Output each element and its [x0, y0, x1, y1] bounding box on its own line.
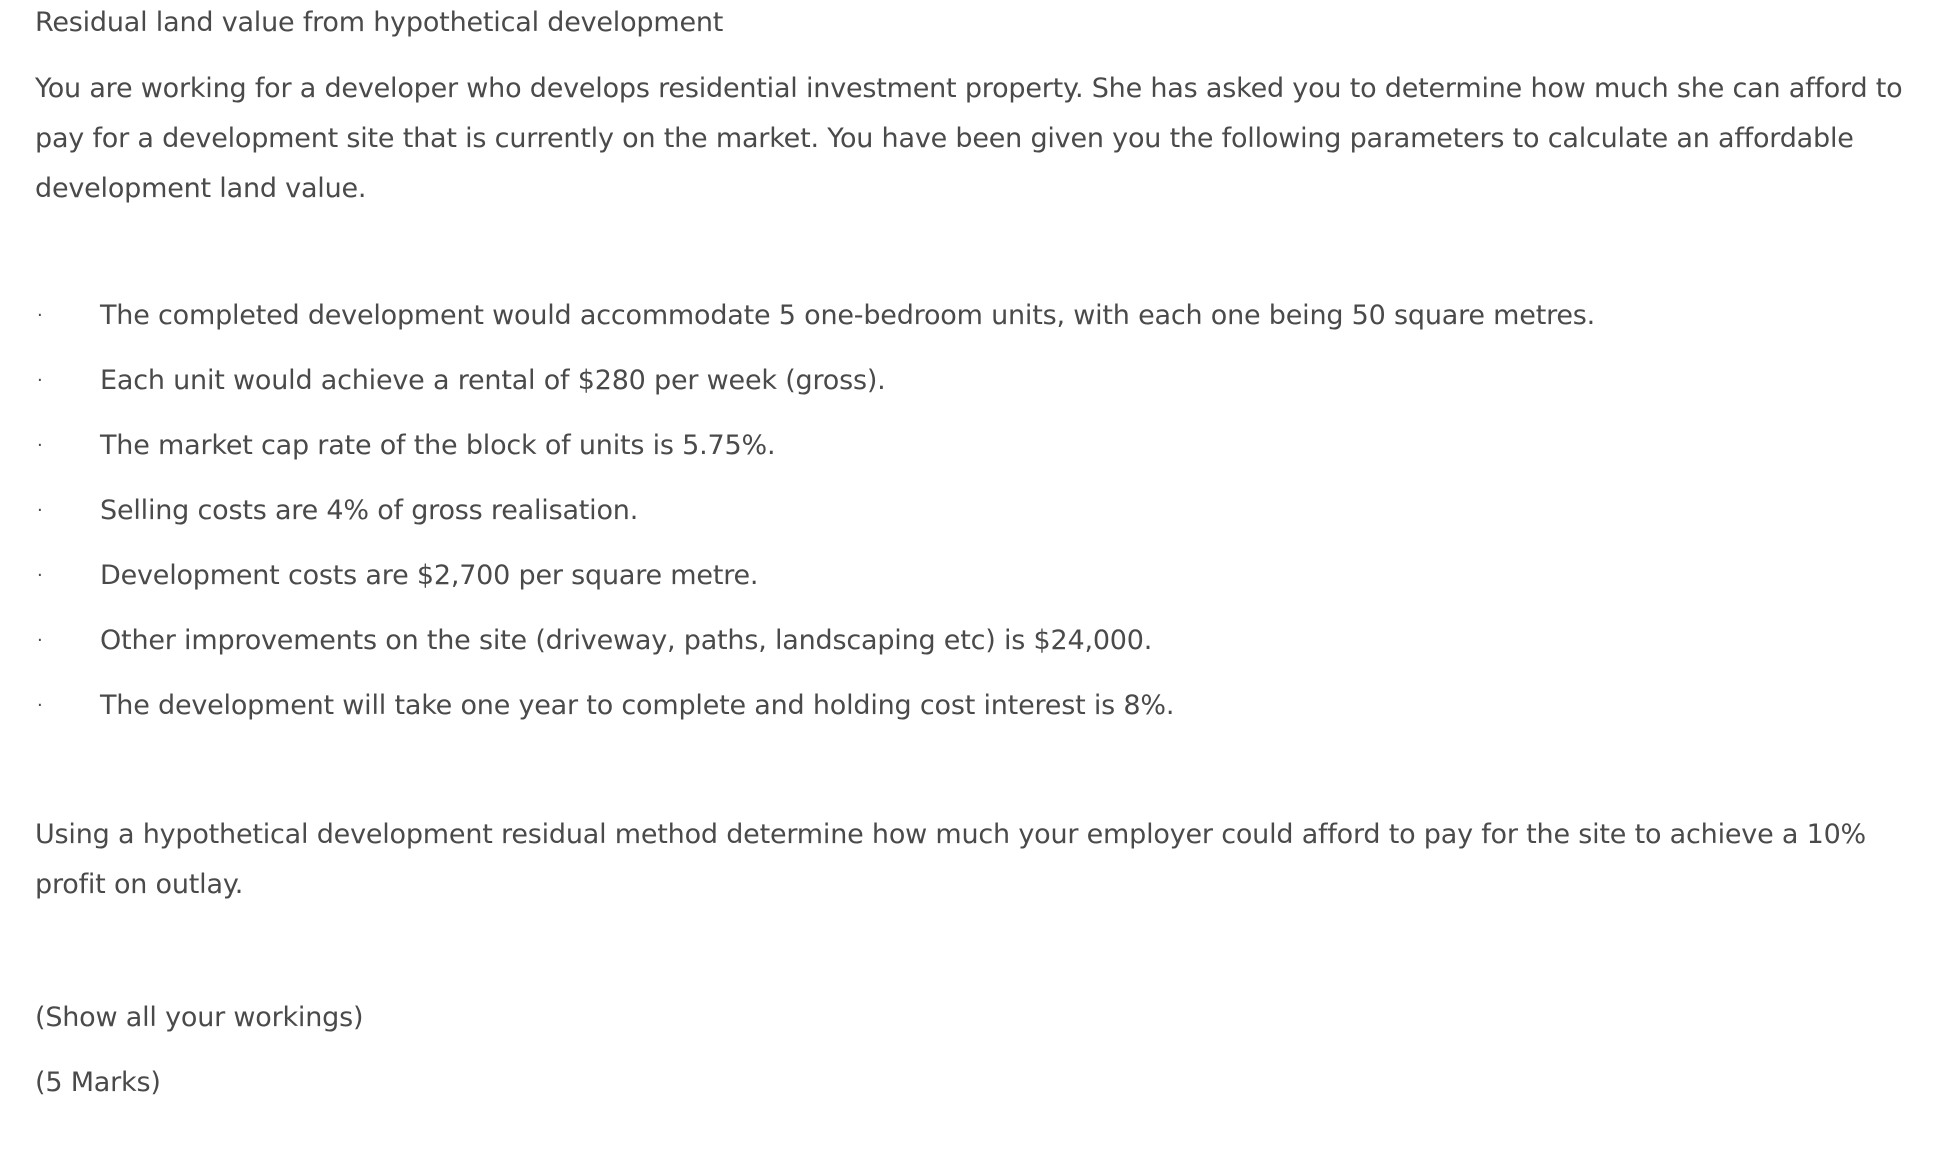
list-item	[35, 616, 1915, 681]
list-item-text: The development will take one year to complete and holding cost interest is 8%.	[100, 690, 1175, 721]
intro-paragraph: You are working for a developer who develops residential investment property. She has asked you to determine how much she can afford to pay for a development site that is currently on the market. You have been given you the following parameters to calculate an affordable development land value.	[35, 73, 1903, 204]
question-title: Residual land value from hypothetical development	[35, 7, 724, 38]
list-item-text: Selling costs are 4% of gross realisation.	[100, 495, 639, 526]
list-item	[35, 551, 1915, 616]
workings-instruction: (Show all your workings)	[35, 1002, 364, 1033]
list-item	[35, 421, 1915, 486]
bullet-icon: ·	[37, 435, 43, 456]
parameter-list	[35, 291, 1915, 746]
bullet-icon: ·	[37, 695, 43, 716]
list-item-text: Each unit would achieve a rental of $280 per week (gross).	[100, 365, 886, 396]
bullet-icon: ·	[37, 565, 43, 586]
list-item-text: Development costs are $2,700 per square metre.	[100, 560, 759, 591]
marks-label: (5 Marks)	[35, 1067, 161, 1098]
list-item	[35, 486, 1915, 551]
list-item	[35, 681, 1915, 746]
list-item	[35, 356, 1915, 421]
bullet-icon: ·	[37, 630, 43, 651]
bullet-icon: ·	[37, 305, 43, 326]
list-item	[35, 291, 1915, 356]
bullet-icon: ·	[37, 370, 43, 391]
list-item-text: The completed development would accommodate 5 one-bedroom units, with each one being 50 square metres.	[100, 300, 1596, 331]
list-item-text: Other improvements on the site (driveway, paths, landscaping etc) is $24,000.	[100, 625, 1153, 656]
list-item-text: The market cap rate of the block of units is 5.75%.	[100, 430, 776, 461]
bullet-icon: ·	[37, 500, 43, 521]
question-paragraph: Using a hypothetical development residual method determine how much your employer could afford to pay for the site to achieve a 10% profit on outlay.	[35, 819, 1867, 900]
